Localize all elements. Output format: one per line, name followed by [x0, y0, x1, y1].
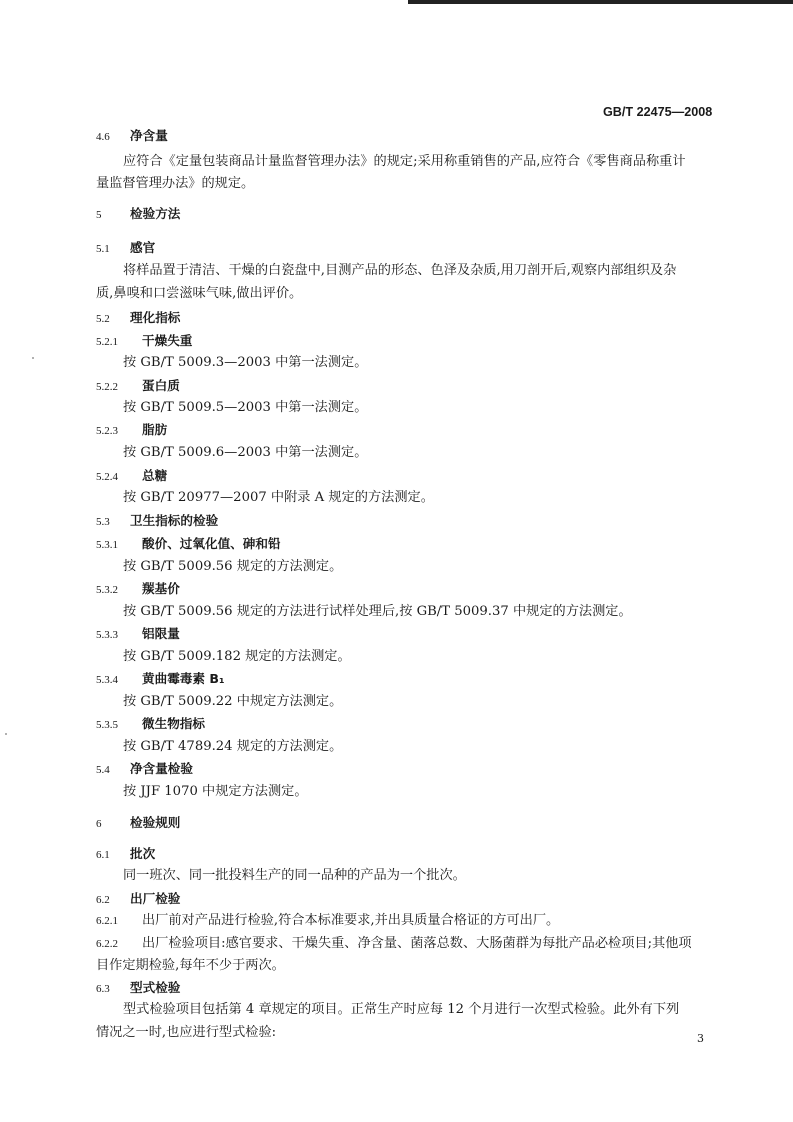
section-heading: [96, 814, 180, 833]
section-number: 5.2.3: [96, 425, 118, 437]
body-text: 按 GB/T 5009.56 规定的方法进行试样处理后,按 GB/T 5009.37 中规定的方法测定。: [123, 604, 632, 619]
section-heading: [96, 332, 192, 351]
body-text: 量监督管理办法》的规定。: [96, 176, 255, 191]
section-heading: [96, 625, 180, 644]
section-number: 5.3.3: [96, 629, 118, 641]
section-number: 6.2: [96, 894, 110, 906]
section-heading: [96, 715, 205, 734]
standard-code: GB/T 22475—2008: [603, 105, 713, 119]
section-number: 5.3: [96, 516, 110, 528]
body-text: 按 GB/T 5009.22 中规定方法测定。: [123, 694, 343, 709]
section-number: 5.1: [96, 243, 110, 255]
section-number: 5.3.5: [96, 719, 118, 731]
body-text: 目作定期检验,每年不少于两次。: [96, 958, 285, 973]
section-number: 5.2.4: [96, 471, 118, 483]
body-text: 应符合《定量包装商品计量监督管理办法》的规定;采用称重销售的产品,应符合《零售商品称重计: [123, 154, 686, 169]
top-rule: [408, 0, 793, 4]
section-number: 5.2.1: [96, 336, 118, 348]
scan-speck: [32, 357, 34, 359]
section-title: 酸价、过氧化值、砷和铅: [142, 536, 281, 551]
section-number: 5: [96, 209, 102, 221]
section-title: 感官: [130, 240, 156, 255]
section-title: 出厂检验: [130, 891, 181, 906]
section-heading: [96, 890, 180, 909]
section-heading: [96, 979, 180, 998]
section-title: 黄曲霉毒素 B₁: [142, 671, 225, 686]
section-title: 检验方法: [130, 206, 181, 221]
numbered-paragraph: [96, 912, 559, 930]
section-heading: [96, 512, 218, 531]
clause-text: 出厂前对产品进行检验,符合本标准要求,并出具质量合格证的方可出厂。: [142, 913, 560, 928]
body-text: 按 JJF 1070 中规定方法测定。: [123, 784, 308, 799]
section-heading: [96, 421, 167, 440]
section-heading: [96, 760, 193, 779]
body-text: 情况之一时,也应进行型式检验:: [96, 1025, 277, 1040]
section-heading: [96, 377, 180, 396]
body-text: 将样品置于清洁、干燥的白瓷盘中,目测产品的形态、色泽及杂质,用刀剖开后,观察内部组织及杂: [123, 263, 677, 278]
clause-text: 出厂检验项目:感官要求、干燥失重、净含量、菌落总数、大肠菌群为每批产品必检项目;其他项: [142, 936, 692, 951]
section-title: 蛋白质: [142, 378, 180, 393]
section-title: 理化指标: [130, 310, 181, 325]
section-title: 检验规则: [130, 815, 181, 830]
body-text: 按 GB/T 4789.24 规定的方法测定。: [123, 739, 343, 754]
section-heading: [96, 670, 224, 689]
body-text: 按 GB/T 20977—2007 中附录 A 规定的方法测定。: [123, 490, 434, 505]
page-number: 3: [697, 1032, 704, 1045]
section-title: 干燥失重: [142, 333, 193, 348]
section-number: 6.3: [96, 983, 110, 995]
body-text: 质,鼻嗅和口尝滋味气味,做出评价。: [96, 286, 303, 301]
section-heading: [96, 127, 168, 146]
section-number: 5.3.4: [96, 674, 118, 686]
section-heading: [96, 580, 180, 599]
section-number: 5.3.1: [96, 539, 118, 551]
clause-number: 6.2.2: [96, 938, 118, 950]
section-number: 6.1: [96, 849, 110, 861]
section-number: 5.4: [96, 764, 110, 776]
section-heading: [96, 467, 167, 486]
clause-number: 6.2.1: [96, 915, 118, 927]
body-text: 按 GB/T 5009.5—2003 中第一法测定。: [123, 400, 368, 415]
body-text: 按 GB/T 5009.3—2003 中第一法测定。: [123, 355, 368, 370]
section-title: 净含量检验: [130, 761, 193, 776]
section-number: 5.2: [96, 313, 110, 325]
scan-speck: [5, 733, 7, 735]
section-title: 羰基价: [142, 581, 180, 596]
body-text: 按 GB/T 5009.56 规定的方法测定。: [123, 559, 343, 574]
section-title: 卫生指标的检验: [130, 513, 219, 528]
section-title: 脂肪: [142, 422, 168, 437]
section-heading: [96, 845, 155, 864]
section-title: 总糖: [142, 468, 168, 483]
section-title: 型式检验: [130, 980, 181, 995]
section-heading: [96, 309, 180, 328]
section-title: 微生物指标: [142, 716, 205, 731]
section-heading: [96, 205, 180, 224]
numbered-paragraph: [96, 935, 692, 953]
body-text: 按 GB/T 5009.182 规定的方法测定。: [123, 649, 351, 664]
body-text: 同一班次、同一批投料生产的同一品种的产品为一个批次。: [123, 868, 466, 883]
section-number: 5.2.2: [96, 381, 118, 393]
section-number: 6: [96, 818, 102, 830]
section-title: 批次: [130, 846, 156, 861]
section-heading: [96, 239, 155, 258]
section-number: 4.6: [96, 131, 110, 143]
body-text: 型式检验项目包括第 4 章规定的项目。正常生产时应每 12 个月进行一次型式检验。此外有下列: [123, 1002, 680, 1017]
section-number: 5.3.2: [96, 584, 118, 596]
body-text: 按 GB/T 5009.6—2003 中第一法测定。: [123, 445, 368, 460]
section-heading: [96, 535, 281, 554]
section-title: 铝限量: [142, 626, 180, 641]
section-title: 净含量: [130, 128, 168, 143]
